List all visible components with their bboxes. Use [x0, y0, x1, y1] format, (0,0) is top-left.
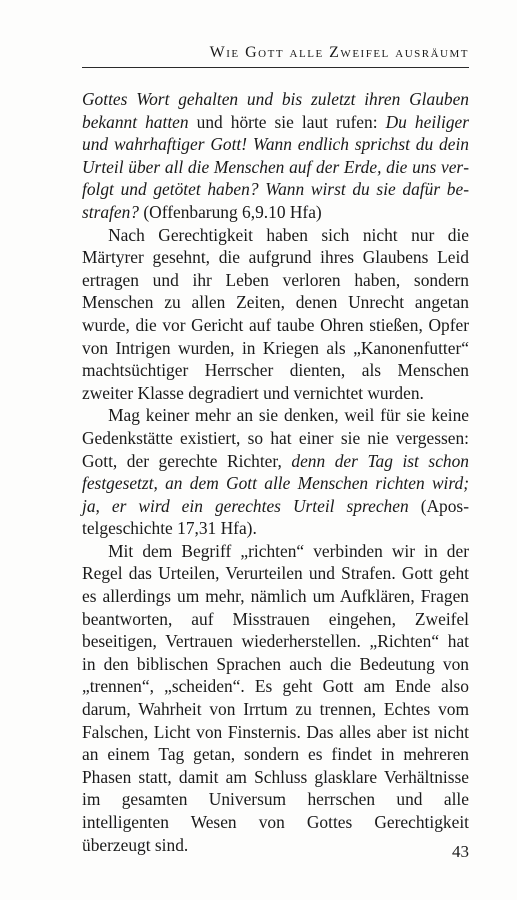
text: (Apostelgeschichte 17,31 Hfa). [82, 495, 470, 539]
paragraph [82, 404, 469, 540]
italic-text: denn der Tag ist schon festgesetzt, an dem Gott alle Menschen richten wird; ja, er wird ein gerechtes Urteil sprechen [82, 450, 469, 516]
body-text [82, 88, 469, 856]
running-header: Wie Gott alle Zweifel ausräumt [82, 44, 469, 68]
paragraph [82, 540, 469, 856]
text: Mag keiner mehr an sie denken, weil für sie keine Gedenkstätte existiert, so hat einer sie nie vergessen: Gott, der gerechte Richter, [82, 405, 469, 471]
paragraph [82, 88, 469, 224]
text: Nach Gerechtigkeit haben sich nicht nur die Märtyrer gesehnt, die aufgrund ihres Glaubens Leid ertragen und ihr Leben verloren haben, sondern Menschen zu allen Zeiten, denen Unrecht angetan wurde, die vor Gericht auf taube Ohren stießen, Opfer von Intrigen wurden, in Kriegen als „Kanonenfutter“ machtsüchtiger Herrscher dienten, als Menschen zweiter Klasse degradiert und vernichtet wurden. [82, 224, 469, 403]
italic-text: Gottes Wort gehalten und bis zuletzt ihren Glauben bekannt hatten [82, 89, 469, 132]
paragraph [82, 224, 469, 405]
text: (Offenbarung 6,9.10 Hfa) [139, 201, 322, 222]
text: und hörte sie laut rufen: [188, 111, 386, 132]
italic-text: Du heiliger und wahrhaftiger Gott! Wann endlich sprichst du dein Urteil über all die Menschen auf der Erde, die uns verfolgt und getötet haben? Wann wirst du sie dafür bestrafen? [82, 111, 470, 222]
page-number: 43 [452, 842, 469, 861]
text: Mit dem Begriff „richten“ verbinden wir in der Regel das Urteilen, Verurteilen und Strafen. Gott geht es allerdings um mehr, nämlich um Aufklären, Fragen beantworten, auf Misstrauen eingehen, Zweifel beseitigen, Vertrauen wiederherstellen. „Richten“ hat in den biblischen Sprachen auch die Bedeutung von „trennen“, „scheiden“. Es geht Gott am Ende also darum, Wahrheit von Irrtum zu trennen, Echtes vom Falschen, Licht von Finsternis. Das alles aber ist nicht an einem Tag getan, sondern es findet in mehreren Phasen statt, damit am Schluss glasklare Verhältnisse im gesamten Universum herrschen und alle intelligenten Wesen von Gottes Gerechtigkeit überzeugt sind. [82, 540, 469, 855]
